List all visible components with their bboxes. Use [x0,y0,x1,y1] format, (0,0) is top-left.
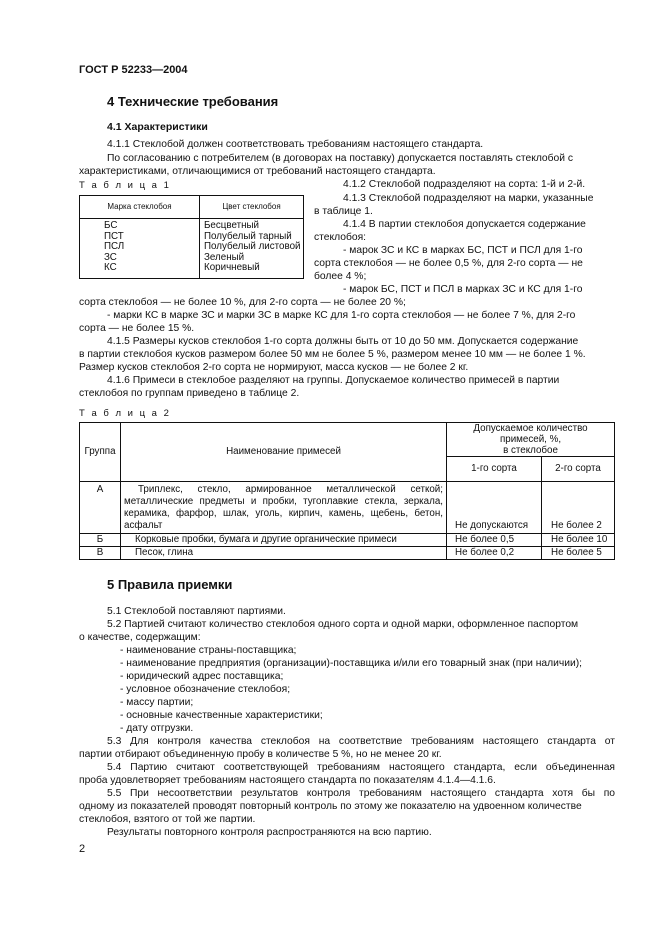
table-header-mark: Марка стеклобоя [80,196,200,219]
table-header-allowed [447,423,615,457]
table-cell-group: А [80,482,121,534]
table-cell: Коричневый [204,262,260,273]
table-1 [79,195,304,279]
paragraph-line: 4.1.6 Примеси в стеклобое разделяют на группы. Допускаемое количество примесей в партии [107,375,560,386]
paragraph-line: 4.1.5 Размеры кусков стеклобоя 1-го сорта должны быть от 10 до 50 мм. Допускается содержание [107,336,579,347]
table-cell-grade1: Не более 0,5 [447,534,542,547]
paragraph-line: сорта — не более 15 %. [79,323,195,334]
table-cell-name: Корковые пробки, бумага и другие органические примеси [121,534,447,547]
table-cell: ЗС [104,251,117,263]
paragraph-line: 5.1 Стеклобой поставляют партиями. [107,606,286,617]
table-2-caption: Т а б л и ц а 2 [79,408,171,419]
table-header-grade2: 2-го сорта [542,457,615,482]
table-cell: Бесцветный [204,220,260,231]
list-item: - основные качественные характеристики; [120,710,323,721]
paragraph-line: характеристиками, отличающимися от требований настоящего стандарта. [79,166,436,177]
paragraph-line: - марок ЗС и КС в марках БС, ПСТ и ПСЛ для 1-го [343,245,583,256]
table-header-grade1: 1-го сорта [447,457,542,482]
paragraph-line: стеклобоя, взятого от той же партии. [79,814,256,825]
table-cell-group: Б [80,534,121,547]
paragraph-line: о качестве, содержащим: [79,632,201,643]
paragraph-line: партии отбирают объединенную пробу в количестве 5 %, но не менее 20 кг. [79,749,442,760]
table-cell-line: керамика, фарфор, шлак, уголь, кирпич, камень, щебень, бетон, [124,508,443,519]
colors-column [200,219,304,279]
table-cell-line: асфальт [124,520,163,531]
paragraph-line: одному из показателей проводят повторный контроль по этому же показателю на удвоенном количестве [79,801,582,812]
page-number: 2 [79,843,86,855]
table-cell-grade1: Не более 0,2 [447,547,542,560]
marks-column [80,219,200,279]
paragraph-line [107,735,615,748]
paragraph-line: сорта стеклобоя — не более 10 %, для 2-го сорта — не более 20 %; [79,297,406,308]
table-cell: БС [104,220,118,231]
table-row [80,547,615,560]
paragraph-line: в таблице 1. [314,206,373,217]
list-item: - наименование предприятия (организации)-поставщика и/или его товарный знак (при наличии); [120,658,583,669]
paragraph-line: Результаты повторного контроля распространяются на всю партию. [107,827,432,838]
table-header-name: Наименование примесей [121,423,447,482]
list-item: - юридический адрес поставщика; [120,671,284,682]
section-5-title: 5 Правила приемки [107,577,233,592]
paragraph-line: 4.1.3 Стеклобой подразделяют на марки, указанные [343,193,594,204]
paragraph-line [107,787,615,800]
table-cell-name: Песок, глина [121,547,447,560]
table-2 [79,422,615,560]
table-cell: Полубелый листовой [204,241,301,252]
table-header-allowed-line1: Допускаемое количество примесей, %, [473,423,588,445]
justified-line: 5.4 Партию считают соответствующей требованиям настоящего стандарта, если объединенная [107,762,615,773]
justified-line: 5.5 При несоответствии результатов контроля требованиям настоящего стандарта хотя бы по [107,788,615,799]
table-header-color: Цвет стеклобоя [200,196,304,219]
paragraph-line: 5.2 Партией считают количество стеклобоя одного сорта и одной марки, оформленное паспортом [107,619,579,630]
paragraph-line: - марок БС, ПСТ и ПСЛ в марках ЗС и КС для 1-го [343,284,583,295]
paragraph-line: Размер кусков стеклобоя 2-го сорта не нормируют, масса кусков — не более 2 кг. [79,362,469,373]
table-cell: Полубелый тарный [204,230,292,242]
table-header-group: Группа [80,423,121,482]
paragraph-line: стеклобоя: [314,232,367,243]
table-cell-line: металлические предметы и пробки, тугоплавкие стекла, зеркала, [124,496,443,507]
paragraph-line: 4.1.4 В партии стеклобоя допускается содержание [343,219,586,230]
table-cell: ПСЛ [104,241,125,252]
table-row [80,534,615,547]
table-cell-grade2: Не более 2 [542,482,615,534]
table-cell-grade1: Не допускаются [447,482,542,534]
table-cell-grade2: Не более 10 [542,534,615,547]
table-row [80,482,615,534]
table-cell-name [121,482,447,534]
paragraph-line: более 4 %; [314,271,367,282]
paragraph-line [107,761,615,774]
paragraph-line: По согласованию с потребителем (в договорах на поставку) допускается поставлять стеклобой с [107,153,574,164]
table-cell-grade2: Не более 5 [542,547,615,560]
section-4-title: 4 Технические требования [107,94,279,109]
paragraph-line: 4.1.2 Стеклобой подразделяют на сорта: 1-й и 2-й. [343,179,586,190]
table-header-allowed-line2: в стеклобое [503,445,558,456]
paragraph-line: 4.1.1 Стеклобой должен соответствовать требованиям настоящего стандарта. [107,139,484,150]
table-cell-group: В [80,547,121,560]
subsection-4-1-title: 4.1 Характеристики [107,121,208,133]
table-cell: КС [104,262,117,273]
list-item: - наименование страны-поставщика; [120,645,297,656]
list-item: - массу партии; [120,697,194,708]
list-item: - дату отгрузки. [120,723,194,734]
table-cell: Зеленый [204,251,245,263]
paragraph-line: стеклобоя по группам приведено в таблице 2. [79,388,300,399]
table-1-caption: Т а б л и ц а 1 [79,180,171,191]
paragraph-line: проба удовлетворяет требованиям настоящего стандарта по показателям 4.1.4—4.1.6. [79,775,496,786]
table-cell: ПСТ [104,230,124,242]
list-item: - условное обозначение стеклобоя; [120,684,291,695]
document-code: ГОСТ Р 52233—2004 [79,64,188,76]
table-cell-line: Триплекс, стекло, армированное металлической сеткой; [138,484,443,495]
paragraph-line: - марки КС в марке ЗС и марки ЗС в марке КС для 1-го сорта стеклобоя — не более 7 %, для 2-го [107,310,576,321]
paragraph-line: в партии стеклобоя кусков размером более 50 мм не более 5 %, размером менее 10 мм — не более 1 %. [79,349,586,360]
justified-line: 5.3 Для контроля качества стеклобоя на соответствие требованиям настоящего стандарта от [107,736,615,747]
paragraph-line: сорта стеклобоя — не более 0,5 %, для 2-го сорта — не [314,258,583,269]
